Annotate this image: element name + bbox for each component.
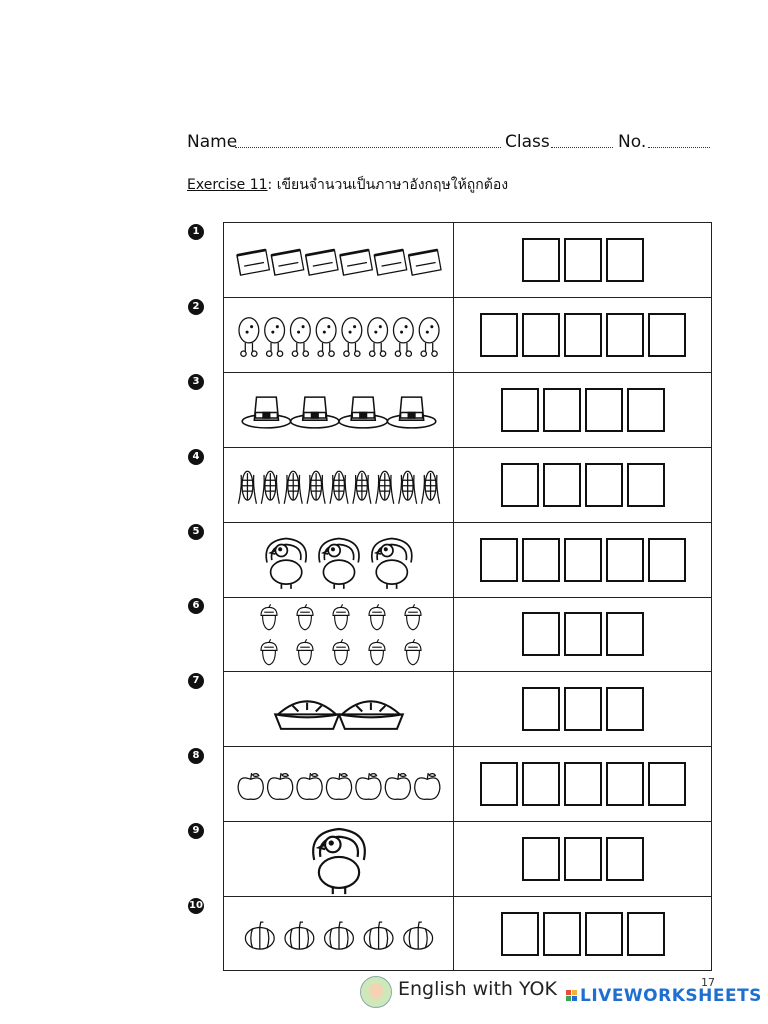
letter-box[interactable] (480, 313, 518, 357)
turkey-icon (372, 539, 412, 589)
items-picture (224, 298, 454, 373)
brand-name: English with YOK (398, 978, 557, 1000)
picture-cell (224, 223, 454, 297)
turkey-icon (266, 539, 306, 589)
picture-cell (224, 373, 454, 447)
picture-cell (224, 298, 454, 372)
exercise-row (224, 298, 711, 373)
letter-box[interactable] (606, 238, 644, 282)
letter-box[interactable] (606, 762, 644, 806)
letter-box[interactable] (522, 762, 560, 806)
pie-slice-icon (340, 250, 372, 275)
question-number: 2 (188, 299, 204, 315)
acorn-icon (297, 639, 313, 665)
acorn-icon (333, 604, 349, 630)
exercise-row (224, 822, 711, 897)
picture-cell (224, 897, 454, 970)
number-label: No. (618, 132, 647, 152)
pumpkin-icon (245, 922, 274, 949)
drumstick-icon (265, 318, 285, 357)
question-number: 9 (188, 823, 204, 839)
corn-icon (261, 471, 279, 503)
picture-cell (224, 672, 454, 746)
question-number: 3 (188, 374, 204, 390)
pumpkin-icon (404, 922, 433, 949)
answer-cell (455, 373, 711, 447)
corn-icon (330, 471, 348, 503)
apple-icon (385, 773, 410, 799)
letter-box[interactable] (564, 762, 602, 806)
liveworksheets-watermark: LIVEWORKSHEETS (580, 986, 762, 1006)
question-number: 10 (188, 898, 204, 914)
picture-cell (224, 597, 454, 671)
letter-box[interactable] (564, 687, 602, 731)
question-number: 4 (188, 449, 204, 465)
letter-box[interactable] (480, 762, 518, 806)
question-number: 1 (188, 224, 204, 240)
drumstick-icon (393, 318, 413, 357)
acorn-icon (405, 604, 421, 630)
exercise-table (223, 222, 712, 971)
letter-box[interactable] (543, 388, 581, 432)
letter-box[interactable] (606, 687, 644, 731)
letter-box[interactable] (501, 388, 539, 432)
drumstick-icon (290, 318, 310, 357)
picture-cell (224, 747, 454, 821)
acorn-icon (405, 639, 421, 665)
letter-box[interactable] (606, 837, 644, 881)
letter-box[interactable] (627, 463, 665, 507)
pilgrim-hat-icon (242, 397, 290, 428)
corn-icon (399, 471, 417, 503)
acorn-icon (369, 639, 385, 665)
question-number: 8 (188, 748, 204, 764)
letter-box[interactable] (648, 313, 686, 357)
exercise-row (224, 747, 711, 822)
drumstick-icon (368, 318, 388, 357)
apple-icon (297, 773, 322, 799)
pumpkin-icon (364, 922, 393, 949)
question-number: 5 (188, 524, 204, 540)
exercise-label: Exercise 11 (187, 177, 268, 193)
class-field[interactable] (551, 147, 613, 148)
items-picture (224, 822, 454, 897)
letter-box[interactable] (501, 463, 539, 507)
exercise-title (187, 174, 508, 196)
apple-icon (356, 773, 381, 799)
letter-box[interactable] (564, 612, 602, 656)
turkey-icon (319, 539, 359, 589)
question-number: 7 (188, 673, 204, 689)
answer-cell (455, 672, 711, 746)
letter-box[interactable] (648, 762, 686, 806)
pie-slice-icon (237, 250, 269, 275)
pumpkin-icon (285, 922, 314, 949)
acorn-icon (333, 639, 349, 665)
answer-cell (455, 597, 711, 671)
pilgrim-hat-icon (291, 397, 339, 428)
class-label: Class (505, 132, 550, 152)
answer-cell (455, 822, 711, 896)
answer-cell (455, 223, 711, 297)
corn-icon (238, 471, 256, 503)
pie-slice-icon (271, 250, 303, 275)
student-info-line (187, 132, 712, 156)
whole-pie-icon (339, 701, 403, 729)
letter-box[interactable] (627, 912, 665, 956)
turkey-icon (313, 829, 365, 894)
footer (360, 976, 760, 1012)
letter-box[interactable] (585, 388, 623, 432)
number-field[interactable] (648, 147, 710, 148)
answer-cell (455, 897, 711, 970)
corn-icon (353, 471, 371, 503)
apple-icon (415, 773, 440, 799)
letter-box[interactable] (648, 538, 686, 582)
picture-cell (224, 448, 454, 522)
letter-box[interactable] (564, 313, 602, 357)
letter-box[interactable] (543, 912, 581, 956)
drumstick-icon (342, 318, 362, 357)
items-picture (224, 448, 454, 523)
drumstick-icon (316, 318, 336, 357)
exercise-row (224, 672, 711, 747)
drumstick-icon (239, 318, 259, 357)
question-number: 6 (188, 598, 204, 614)
exercise-row (224, 897, 711, 970)
letter-box[interactable] (564, 837, 602, 881)
corn-icon (284, 471, 302, 503)
pilgrim-hat-icon (387, 397, 435, 428)
acorn-icon (261, 604, 277, 630)
items-picture (224, 897, 454, 972)
items-picture (224, 523, 454, 598)
acorn-icon (369, 604, 385, 630)
exercise-row (224, 597, 711, 672)
pilgrim-hat-icon (339, 397, 387, 428)
apple-icon (238, 773, 263, 799)
items-picture (224, 672, 454, 747)
letter-box[interactable] (606, 612, 644, 656)
letter-box[interactable] (522, 238, 560, 282)
exercise-instruction: : เขียนจำนวนเป็นภาษาอังกฤษให้ถูกต้อง (267, 177, 509, 193)
exercise-row (224, 523, 711, 598)
drumstick-icon (419, 318, 439, 357)
letter-box[interactable] (522, 687, 560, 731)
letter-box[interactable] (522, 313, 560, 357)
answer-cell (455, 448, 711, 522)
letter-box[interactable] (606, 313, 644, 357)
items-picture (224, 223, 454, 298)
corn-icon (307, 471, 325, 503)
answer-cell (455, 747, 711, 821)
letter-box[interactable] (543, 463, 581, 507)
name-label: Name (187, 132, 238, 152)
letter-box[interactable] (522, 837, 560, 881)
picture-cell (224, 822, 454, 896)
answer-cell (455, 523, 711, 597)
pie-slice-icon (374, 250, 406, 275)
answer-cell (455, 298, 711, 372)
letter-box[interactable] (606, 538, 644, 582)
items-picture (224, 597, 454, 672)
exercise-row (224, 448, 711, 523)
pumpkin-icon (325, 922, 354, 949)
letter-box[interactable] (480, 538, 518, 582)
brand-logo-icon (360, 976, 392, 1008)
corn-icon (422, 471, 440, 503)
pie-slice-icon (409, 250, 441, 275)
letter-box[interactable] (522, 612, 560, 656)
exercise-row (224, 373, 711, 448)
apple-icon (268, 773, 293, 799)
exercise-row (224, 223, 711, 298)
apple-icon (326, 773, 351, 799)
whole-pie-icon (275, 701, 339, 729)
acorn-icon (261, 639, 277, 665)
letter-box[interactable] (585, 912, 623, 956)
letter-box[interactable] (564, 238, 602, 282)
letter-box[interactable] (501, 912, 539, 956)
letter-box[interactable] (585, 463, 623, 507)
letter-box[interactable] (627, 388, 665, 432)
picture-cell (224, 523, 454, 597)
letter-box[interactable] (522, 538, 560, 582)
name-field[interactable] (235, 147, 501, 148)
corn-icon (376, 471, 394, 503)
pie-slice-icon (306, 250, 338, 275)
items-picture (224, 373, 454, 448)
liveworksheets-logo-icon (566, 990, 578, 1002)
acorn-icon (297, 604, 313, 630)
page-number: 17 (701, 976, 715, 989)
letter-box[interactable] (564, 538, 602, 582)
items-picture (224, 747, 454, 822)
